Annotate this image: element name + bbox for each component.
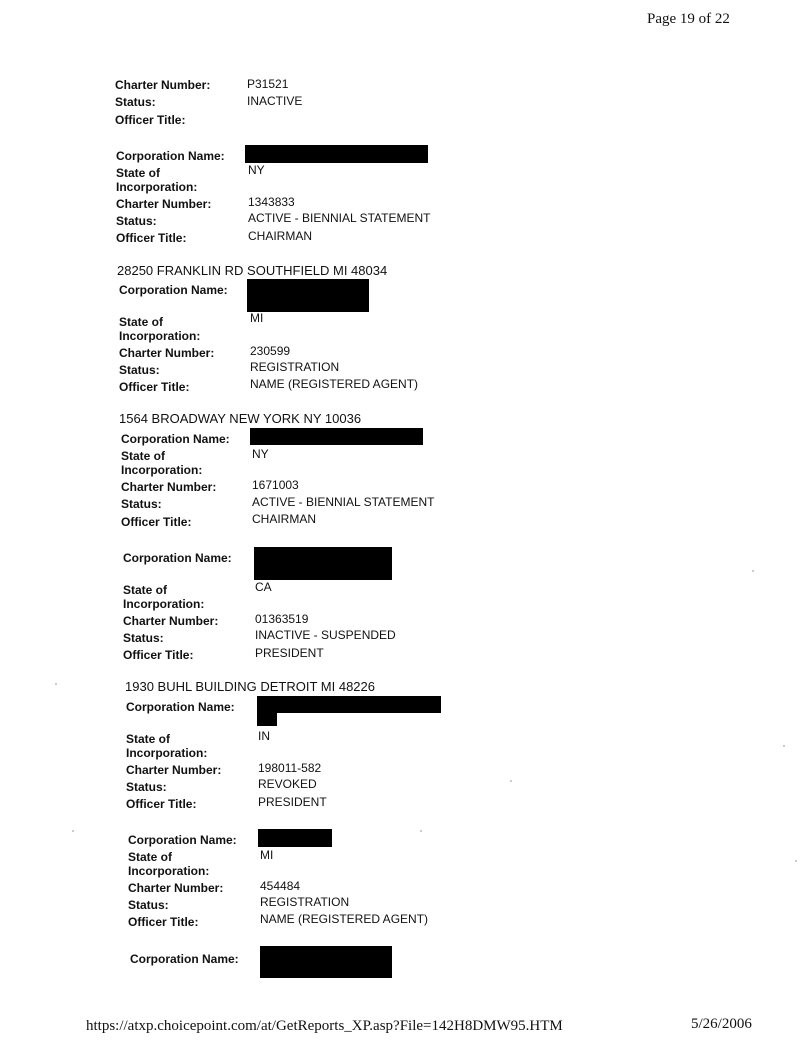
incorporation-label: Incorporation: (116, 180, 198, 194)
state-value: NY (252, 447, 269, 461)
incorporation-label: Incorporation: (121, 463, 203, 477)
charter-number-label: Charter Number: (116, 197, 212, 211)
incorporation-label: Incorporation: (123, 597, 205, 611)
state-label: State of (121, 449, 166, 463)
status-value: ACTIVE - BIENNIAL STATEMENT (248, 211, 431, 225)
officer-title-label: Officer Title: (119, 380, 190, 394)
state-value: MI (260, 848, 274, 862)
status-value: INACTIVE (247, 94, 303, 108)
officer-title-label: Officer Title: (116, 231, 187, 245)
officer-title-value: CHAIRMAN (248, 229, 313, 243)
status-value: REGISTRATION (250, 360, 340, 374)
redaction-block (260, 946, 392, 978)
officer-title-value: CHAIRMAN (252, 512, 317, 526)
state-label: State of (116, 166, 161, 180)
corporation-name-label: Corporation Name: (119, 283, 228, 297)
officer-title-label: Officer Title: (126, 797, 197, 811)
address-line: 28250 FRANKLIN RD SOUTHFIELD MI 48034 (117, 263, 388, 278)
scan-speck (72, 830, 74, 832)
charter-number-label: Charter Number: (115, 78, 211, 92)
state-label: State of (119, 315, 164, 329)
charter-number-value: 454484 (260, 879, 301, 893)
state-label: State of (123, 583, 168, 597)
redaction-block (257, 712, 277, 726)
corporation-name-label: Corporation Name: (130, 952, 239, 966)
page-number: Page 19 of 22 (647, 11, 730, 27)
corporation-name-label: Corporation Name: (121, 432, 230, 446)
state-value: CA (255, 580, 272, 594)
status-label: Status: (121, 497, 162, 511)
charter-number-label: Charter Number: (126, 763, 222, 777)
officer-title-value: PRESIDENT (258, 795, 327, 809)
status-value: INACTIVE - SUSPENDED (255, 628, 396, 642)
footer-url: https://atxp.choicepoint.com/at/GetReports_XP.asp?File=142H8DMW95.HTM (86, 1018, 563, 1034)
scan-speck (783, 745, 785, 747)
status-label: Status: (116, 214, 157, 228)
officer-title-value: NAME (REGISTERED AGENT) (260, 912, 429, 926)
state-label: State of (128, 850, 173, 864)
incorporation-label: Incorporation: (119, 329, 201, 343)
charter-number-label: Charter Number: (123, 614, 219, 628)
officer-title-label: Officer Title: (121, 515, 192, 529)
status-value: REVOKED (258, 777, 317, 791)
status-value: REGISTRATION (260, 895, 350, 909)
redaction-block (254, 547, 392, 580)
corporation-name-label: Corporation Name: (116, 149, 225, 163)
address-line: 1564 BROADWAY NEW YORK NY 10036 (119, 411, 362, 426)
charter-number-value: 1343833 (248, 195, 295, 209)
charter-number-value: 01363519 (255, 612, 309, 626)
scan-speck (55, 683, 57, 685)
status-label: Status: (123, 631, 164, 645)
corporation-name-label: Corporation Name: (123, 551, 232, 565)
address-line: 1930 BUHL BUILDING DETROIT MI 48226 (125, 679, 375, 694)
officer-title-label: Officer Title: (123, 648, 194, 662)
charter-number-label: Charter Number: (119, 346, 215, 360)
charter-number-value: P31521 (247, 77, 289, 91)
scan-speck (752, 570, 754, 572)
status-label: Status: (115, 95, 156, 109)
state-label: State of (126, 732, 171, 746)
state-value: IN (258, 729, 270, 743)
corporation-name-label: Corporation Name: (126, 700, 235, 714)
status-value: ACTIVE - BIENNIAL STATEMENT (252, 495, 435, 509)
state-value: MI (250, 311, 264, 325)
charter-number-value: 230599 (250, 344, 291, 358)
status-label: Status: (128, 898, 169, 912)
redaction-block (257, 696, 441, 713)
charter-number-label: Charter Number: (128, 881, 224, 895)
charter-number-value: 198011-582 (258, 761, 322, 775)
redaction-block (250, 428, 423, 445)
officer-title-label: Officer Title: (115, 113, 186, 127)
officer-title-label: Officer Title: (128, 915, 199, 929)
incorporation-label: Incorporation: (126, 746, 208, 760)
incorporation-label: Incorporation: (128, 864, 210, 878)
status-label: Status: (126, 780, 167, 794)
redaction-block (245, 145, 428, 163)
officer-title-value: NAME (REGISTERED AGENT) (250, 377, 419, 391)
status-label: Status: (119, 363, 160, 377)
redaction-block (247, 279, 369, 312)
charter-number-label: Charter Number: (121, 480, 217, 494)
scan-speck (795, 860, 797, 862)
redaction-block (258, 829, 332, 847)
footer-date: 5/26/2006 (691, 1016, 752, 1032)
state-value: NY (248, 163, 265, 177)
officer-title-value: PRESIDENT (255, 646, 324, 660)
charter-number-value: 1671003 (252, 478, 299, 492)
scan-speck (510, 780, 512, 782)
corporation-name-label: Corporation Name: (128, 833, 237, 847)
scan-speck (420, 830, 422, 832)
